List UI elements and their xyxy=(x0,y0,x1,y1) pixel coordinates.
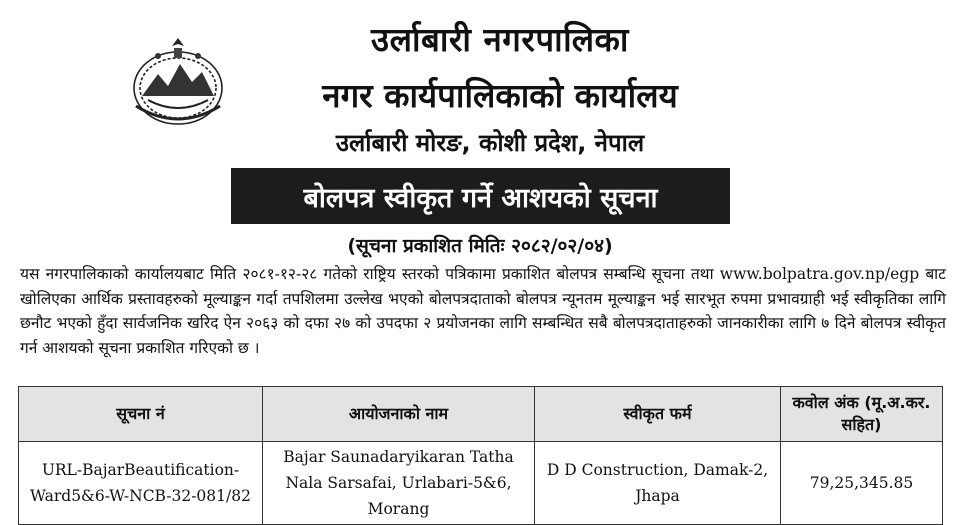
notice-body: यस नगरपालिकाको कार्यालयबाट मिति २०८१-१२-२८ गतेको राष्ट्रिय स्तरको पत्रिकामा प्रकाशित बोलपत्र सम्बन्धि सूचना तथा www.bolpatra.gov.np/egp बाट खोलिएका आर्थिक प्रस्तावहरुको मूल्याङ्कन गर्दा तपशिलमा उल्लेख भएको बोलपत्रदाताको बोलपत्र न्यूनतम मूल्याङ्कन भई सारभूत रुपमा प्रभावग्राही भई स्वीकृतिका लागि छनौट भएको हुँदा सार्वजनिक खरिद ऐन २०६३ को दफा २७ को उपदफा २ प्रयोजनका लागि सम्बन्धित सबै बोलपत्रदाताहरुको जानकारीका लागि ७ दिने बोलपत्र स्वीकृत गर्न आशयको सूचना प्रकाशित गरिएको छ । xyxy=(20,265,946,357)
col-header-notice-no: सूचना नं xyxy=(19,387,263,442)
government-emblem-icon xyxy=(128,36,228,128)
published-date: (सूचना प्रकाशित मितिः २०८२/०२/०४) xyxy=(347,235,613,257)
municipality-name: उर्लाबारी नगरपालिका xyxy=(371,20,629,59)
office-address: उर्लाबारी मोरङ, कोशी प्रदेश, नेपाल xyxy=(335,129,645,157)
award-table xyxy=(18,386,943,525)
table-header-row xyxy=(19,387,943,442)
col-header-bid-amount: कवोल अंक (मू.अ.कर. सहित) xyxy=(781,387,943,442)
cell-project-name: Bajar Saunadaryikaran Tatha Nala Sarsafai, Urlabari-5&6, Morang xyxy=(263,442,535,525)
notice-heading-banner xyxy=(231,168,730,224)
cell-notice-no: URL-BajarBeautification-Ward5&6-W-NCB-32-081/82 xyxy=(19,442,263,525)
col-header-approved-firm: स्वीकृत फर्म xyxy=(535,387,781,442)
cell-approved-firm: D D Construction, Damak-2, Jhapa xyxy=(535,442,781,525)
cell-bid-amount: 79,25,345.85 xyxy=(781,442,943,525)
notice-heading: बोलपत्र स्वीकृत गर्ने आशयको सूचना xyxy=(303,182,658,214)
office-name: नगर कार्यपालिकाको कार्यालय xyxy=(322,76,678,115)
col-header-project-name: आयोजनाको नाम xyxy=(263,387,535,442)
table-row xyxy=(19,442,943,525)
